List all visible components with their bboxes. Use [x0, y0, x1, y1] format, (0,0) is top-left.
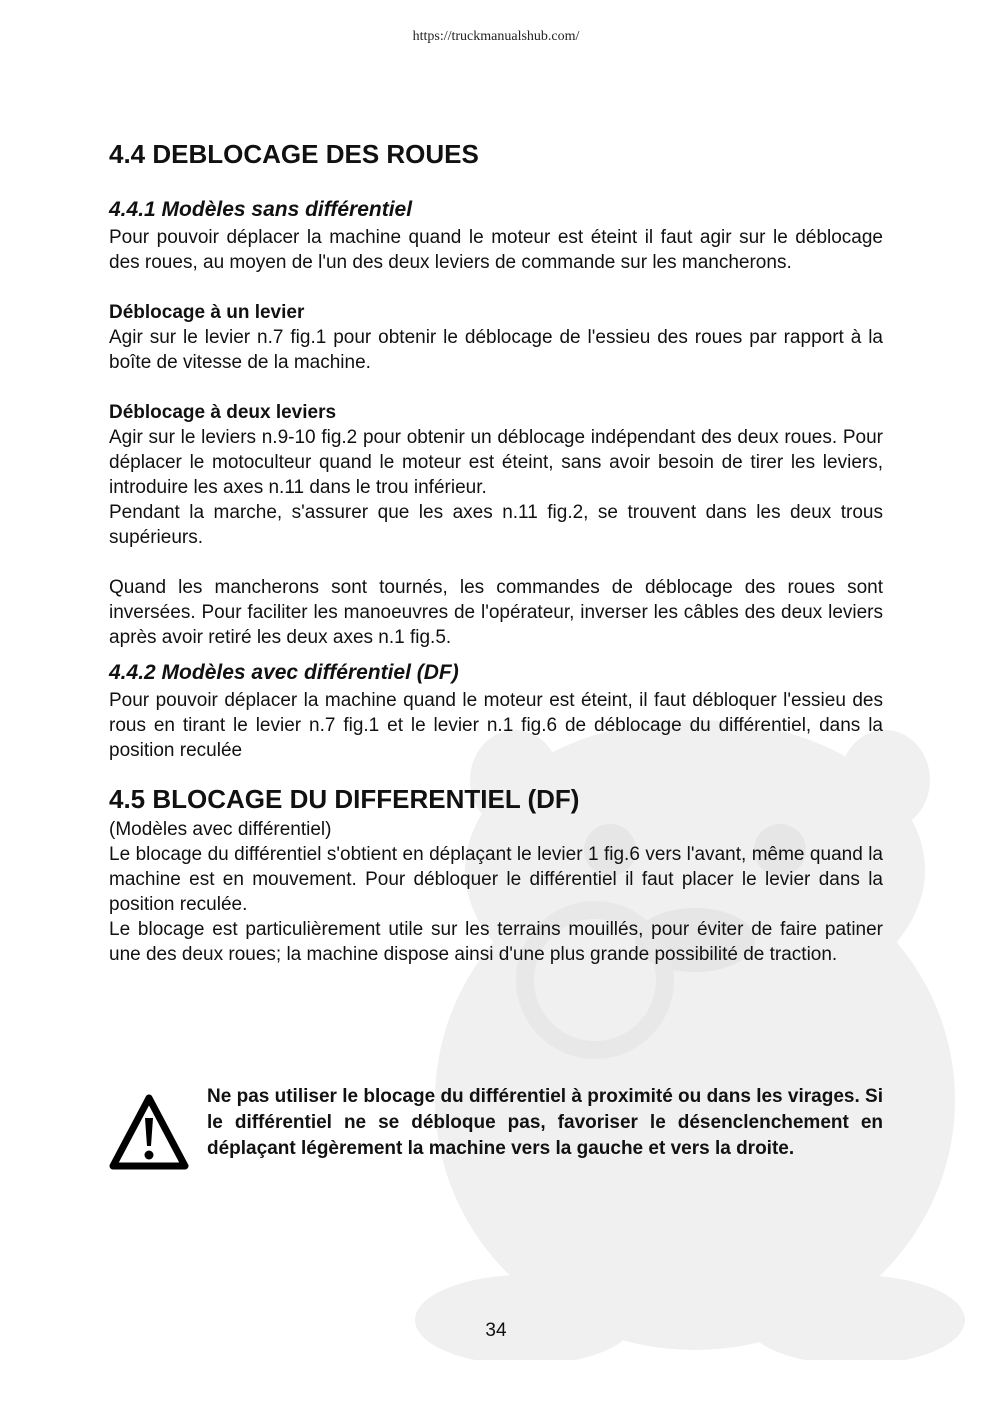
- section-4-5-title: 4.5 BLOCAGE DU DIFFERENTIEL (DF): [109, 784, 580, 814]
- one-lever-title: Déblocage à un levier: [109, 302, 305, 323]
- handlebars-text: Quand les mancherons sont tournés, les commandes de déblocage des roues sont inversées. Pour faciliter les manoeuvres de l'opérateur, inverser les câbles des deux leviers après avoir retiré les deux axes n.1 fig.5.: [109, 577, 883, 648]
- section-4-4-title: 4.4 DEBLOCAGE DES ROUES: [109, 139, 479, 169]
- section-4-5-note: (Modèles avec différentiel): [109, 819, 332, 840]
- section-4-4-1-title: 4.4.1 Modèles sans différentiel: [109, 198, 413, 221]
- page-number: 34: [485, 1320, 507, 1341]
- warning-text: Ne pas utiliser le blocage du différentiel à proximité ou dans les virages. Si le différentiel ne se débloque pas, favoriser le désenclenchement en déplaçant légèrement la machine vers la gauche et vers la droite.: [207, 1086, 883, 1159]
- section-4-4-2-text: Pour pouvoir déplacer la machine quand le moteur est éteint, il faut débloquer l'essieu des rous en tirant le levier n.7 fig.1 et le levier n.1 fig.6 de déblocage du différentiel, dans la position reculée: [109, 690, 883, 761]
- one-lever-text: Agir sur le levier n.7 fig.1 pour obtenir le déblocage de l'essieu des roues par rapport à la boîte de vitesse de la machine.: [109, 327, 883, 373]
- section-4-4-1-intro: Pour pouvoir déplacer la machine quand le moteur est éteint il faut agir sur le déblocage des roues, au moyen de l'un des deux leviers de commande sur les mancherons.: [109, 227, 883, 273]
- page-content: [109, 138, 883, 967]
- warning-triangle-icon: [109, 1092, 189, 1172]
- section-4-4-2-title: 4.4.2 Modèles avec différentiel (DF): [109, 661, 459, 684]
- warning-box: [109, 1084, 883, 1172]
- section-4-5-text-2: Le blocage est particulièrement utile sur les terrains mouillés, pour éviter de faire patiner une des deux roues; la machine dispose ainsi d'une plus grande possibilité de traction.: [109, 919, 883, 965]
- two-levers-title: Déblocage à deux leviers: [109, 402, 337, 423]
- header-url: https://truckmanualshub.com/: [412, 29, 580, 44]
- section-4-5-text-1: Le blocage du différentiel s'obtient en déplaçant le levier 1 fig.6 vers l'avant, même quand la machine est en mouvement. Pour débloquer le différentiel il faut placer le levier dans la position reculée.: [109, 844, 883, 915]
- two-levers-text-2: Pendant la marche, s'assurer que les axes n.11 fig.2, se trouvent dans les deux trous supérieurs.: [109, 502, 883, 548]
- two-levers-text-1: Agir sur le leviers n.9-10 fig.2 pour obtenir un déblocage indépendant des deux roues. Pour déplacer le motoculteur quand le moteur est éteint, sans avoir besoin de tirer les leviers, introduire les axes n.11 dans le trou inférieur.: [109, 427, 883, 498]
